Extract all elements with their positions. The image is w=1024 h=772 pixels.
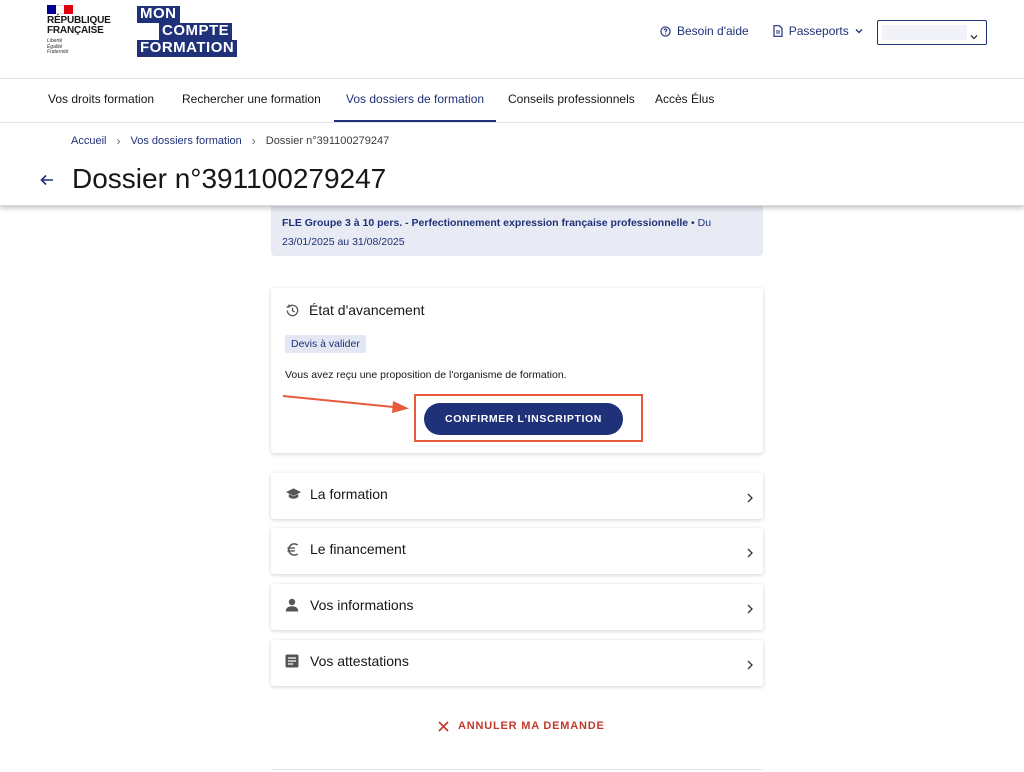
page-title: Dossier n°391100279247 (72, 163, 387, 194)
chevron-right-icon (747, 657, 753, 675)
rf-name-line2: FRANÇAISE (47, 25, 104, 36)
cancel-request-link[interactable] (438, 720, 605, 732)
course-summary-card (271, 206, 763, 256)
chevron-right-icon (747, 490, 753, 508)
euro-icon (285, 542, 301, 562)
rf-motto-line: Liberté (47, 38, 63, 44)
status-card-header (285, 302, 425, 318)
section-label: La formation (310, 486, 388, 502)
rf-motto-line: Égalité (47, 43, 63, 50)
passports-menu[interactable] (773, 24, 863, 38)
course-dates-prefix: Du (697, 217, 712, 229)
section-label: Vos informations (310, 597, 414, 613)
account-select[interactable] (877, 20, 987, 45)
mon-compte-formation-logo[interactable] (137, 6, 240, 58)
logo-line-formation: FORMATION (137, 40, 237, 57)
page-title-bar (0, 155, 1024, 206)
section-vos-attestations[interactable] (271, 640, 763, 686)
header-links (660, 24, 863, 38)
status-badge: Devis à valider (285, 335, 366, 353)
close-icon (438, 721, 449, 732)
rf-name-line1: RÉPUBLIQUE (47, 15, 111, 26)
annotation-arrow-icon (281, 390, 416, 416)
passports-label: Passeports (788, 24, 849, 38)
course-dates: 23/01/2025 au 31/08/2025 (282, 236, 405, 248)
clock-history-icon (285, 303, 300, 318)
chevron-right-icon: › (116, 134, 121, 148)
rf-motto (47, 39, 127, 56)
breadcrumb-vos-dossiers[interactable]: Vos dossiers formation (130, 135, 242, 147)
course-title: FLE Groupe 3 à 10 pers. - Perfectionnement expression française professionnelle (282, 217, 689, 229)
confirm-inscription-button[interactable]: CONFIRMER L'INSCRIPTION (424, 403, 623, 435)
status-card (271, 288, 763, 453)
chevron-right-icon: › (251, 134, 256, 148)
logo-line-mon: MON (137, 6, 180, 23)
account-select-value (882, 25, 967, 40)
graduation-cap-icon (285, 487, 302, 506)
summary-separator: • (688, 217, 698, 229)
document-icon (773, 25, 783, 37)
breadcrumb-accueil[interactable]: Accueil (71, 135, 107, 147)
nav-item-vos-dossiers-formation[interactable]: Vos dossiers de formation (334, 79, 496, 122)
back-arrow-icon[interactable] (40, 173, 54, 191)
section-label: Le financement (310, 541, 406, 557)
main-nav (0, 79, 1024, 123)
chevron-down-icon (970, 27, 978, 45)
document-list-icon (285, 654, 299, 673)
site-header (0, 0, 1024, 79)
section-la-formation[interactable] (271, 473, 763, 519)
nav-item-conseils-professionnels[interactable]: Conseils professionnels (508, 92, 635, 106)
nav-item-vos-droits-formation[interactable]: Vos droits formation (48, 92, 155, 106)
section-vos-informations[interactable] (271, 584, 763, 630)
help-link[interactable] (660, 24, 749, 38)
french-flag-icon (47, 5, 73, 14)
republique-francaise-logo[interactable] (47, 5, 127, 56)
cancel-request-label: ANNULER MA DEMANDE (458, 720, 605, 732)
section-label: Vos attestations (310, 653, 409, 669)
status-card-title: État d'avancement (309, 302, 425, 318)
person-icon (285, 598, 299, 617)
breadcrumb (71, 134, 389, 148)
status-message: Vous avez reçu une proposition de l'organisme de formation. (285, 369, 567, 381)
help-link-label: Besoin d'aide (677, 24, 749, 38)
chevron-right-icon (747, 601, 753, 619)
logo-line-compte: COMPTE (159, 23, 232, 40)
nav-item-acces-elus[interactable]: Accès Élus (655, 92, 715, 106)
chevron-down-icon (855, 28, 863, 34)
rf-motto-line: Fraternité (47, 49, 69, 55)
question-circle-icon (660, 26, 671, 37)
chevron-right-icon (747, 545, 753, 563)
section-le-financement[interactable] (271, 528, 763, 574)
breadcrumb-current: Dossier n°391100279247 (265, 135, 390, 147)
nav-item-rechercher-formation[interactable]: Rechercher une formation (182, 92, 321, 106)
